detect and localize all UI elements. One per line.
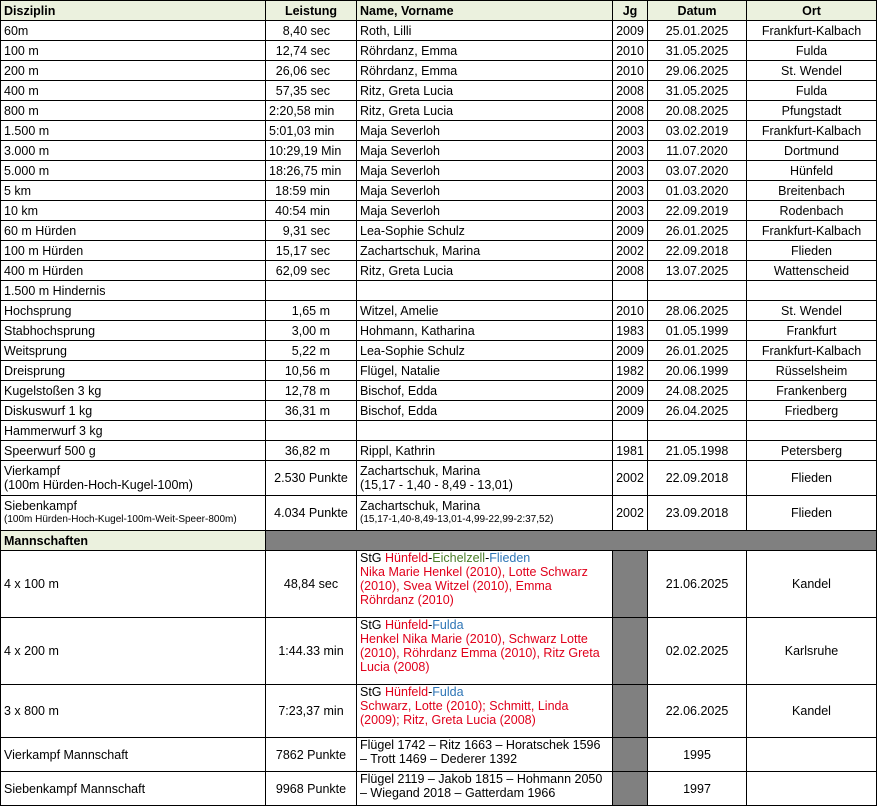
record-row	[1, 281, 877, 301]
record-datum: 26.04.2025	[648, 401, 747, 421]
record-row	[1, 181, 877, 201]
vierkampf-ort: Flieden	[747, 461, 877, 496]
record-row	[1, 341, 877, 361]
record-leistung: 18:26,75 min	[266, 161, 357, 181]
record-row	[1, 201, 877, 221]
record-leistung: 26,06 sec	[266, 61, 357, 81]
record-disziplin: Dreisprung	[1, 361, 266, 381]
record-leistung: 15,17 sec	[266, 241, 357, 261]
record-name: Bischof, Edda	[357, 381, 613, 401]
record-ort: Hünfeld	[747, 161, 877, 181]
team-jg-blank	[613, 618, 648, 685]
siebenkampf-name: Zachartschuk, Marina (15,17-1,40-8,49-13,01-4,99-22,99-2:37,52)	[357, 496, 613, 531]
record-datum: 20.08.2025	[648, 101, 747, 121]
record-jg: 2003	[613, 121, 648, 141]
vierkampf-leistung: 2.530 Punkte	[266, 461, 357, 496]
record-jg: 2009	[613, 401, 648, 421]
vierkampf-jg: 2002	[613, 461, 648, 496]
team-ort: Kandel	[747, 551, 877, 618]
record-ort: Wattenscheid	[747, 261, 877, 281]
record-datum: 25.01.2025	[648, 21, 747, 41]
siebenkampf-mannschaft-disziplin: Siebenkampf Mannschaft	[1, 772, 266, 806]
record-name: Rippl, Kathrin	[357, 441, 613, 461]
record-jg: 1981	[613, 441, 648, 461]
record-row	[1, 301, 877, 321]
team-datum: 02.02.2025	[648, 618, 747, 685]
team-row-3x800	[1, 685, 877, 738]
record-ort: Dortmund	[747, 141, 877, 161]
record-datum	[648, 281, 747, 301]
record-name	[357, 421, 613, 441]
record-row	[1, 401, 877, 421]
record-disziplin: 1.500 m Hindernis	[1, 281, 266, 301]
header-ort: Ort	[747, 1, 877, 21]
team-ort: Karlsruhe	[747, 618, 877, 685]
record-row	[1, 121, 877, 141]
record-leistung: 12,78 m	[266, 381, 357, 401]
header-jg: Jg	[613, 1, 648, 21]
record-datum: 01.03.2020	[648, 181, 747, 201]
record-datum: 31.05.2025	[648, 41, 747, 61]
team-disziplin: 4 x 100 m	[1, 551, 266, 618]
record-jg: 2008	[613, 81, 648, 101]
siebenkampf-mannschaft-row	[1, 772, 877, 806]
team-disziplin: 4 x 200 m	[1, 618, 266, 685]
record-leistung	[266, 421, 357, 441]
record-jg	[613, 281, 648, 301]
record-name: Bischof, Edda	[357, 401, 613, 421]
record-disziplin: 100 m Hürden	[1, 241, 266, 261]
record-leistung: 12,74 sec	[266, 41, 357, 61]
team-disziplin: 3 x 800 m	[1, 685, 266, 738]
vierkampf-mannschaft-leistung: 7862 Punkte	[266, 738, 357, 772]
record-datum: 29.06.2025	[648, 61, 747, 81]
record-disziplin: 800 m	[1, 101, 266, 121]
record-name: Maja Severloh	[357, 121, 613, 141]
record-datum: 31.05.2025	[648, 81, 747, 101]
header-datum: Datum	[648, 1, 747, 21]
record-jg: 2010	[613, 301, 648, 321]
vierkampf-mannschaft-ort	[747, 738, 877, 772]
record-jg: 1982	[613, 361, 648, 381]
siebenkampf-leistung: 4.034 Punkte	[266, 496, 357, 531]
record-ort: Frankfurt	[747, 321, 877, 341]
record-datum: 03.02.2019	[648, 121, 747, 141]
record-leistung: 1,65 m	[266, 301, 357, 321]
record-disziplin: 400 m	[1, 81, 266, 101]
record-disziplin: 1.500 m	[1, 121, 266, 141]
record-ort	[747, 421, 877, 441]
record-disziplin: 5.000 m	[1, 161, 266, 181]
record-ort: Frankfurt-Kalbach	[747, 121, 877, 141]
record-row	[1, 161, 877, 181]
record-jg: 2009	[613, 381, 648, 401]
record-row	[1, 221, 877, 241]
siebenkampf-mannschaft-members: Flügel 2119 – Jakob 1815 – Hohmann 2050 – Wiegand 2018 – Gatterdam 1966	[357, 772, 613, 806]
vierkampf-mannschaft-disziplin: Vierkampf Mannschaft	[1, 738, 266, 772]
record-row	[1, 41, 877, 61]
record-jg: 2009	[613, 341, 648, 361]
record-datum: 22.09.2019	[648, 201, 747, 221]
record-leistung: 18:59 min	[266, 181, 357, 201]
record-jg: 2002	[613, 241, 648, 261]
team-jg-blank	[613, 551, 648, 618]
siebenkampf-datum: 23.09.2018	[648, 496, 747, 531]
record-leistung: 10,56 m	[266, 361, 357, 381]
record-disziplin: Speerwurf 500 g	[1, 441, 266, 461]
record-ort	[747, 281, 877, 301]
record-jg: 2010	[613, 61, 648, 81]
record-row	[1, 361, 877, 381]
record-ort: St. Wendel	[747, 61, 877, 81]
record-name: Röhrdanz, Emma	[357, 41, 613, 61]
record-datum: 11.07.2020	[648, 141, 747, 161]
record-datum: 21.05.1998	[648, 441, 747, 461]
team-ort: Kandel	[747, 685, 877, 738]
record-ort: Rodenbach	[747, 201, 877, 221]
record-leistung	[266, 281, 357, 301]
record-row	[1, 421, 877, 441]
siebenkampf-mannschaft-ort	[747, 772, 877, 806]
team-members: StG Hünfeld-Eichelzell-Flieden Nika Marie Henkel (2010), Lotte Schwarz (2010), Svea Witzel (2010), Emma Röhrdanz (2010)	[357, 551, 613, 618]
header-leistung: Leistung	[266, 1, 357, 21]
record-row	[1, 21, 877, 41]
siebenkampf-row	[1, 496, 877, 531]
record-row	[1, 141, 877, 161]
record-jg: 2009	[613, 221, 648, 241]
record-row	[1, 101, 877, 121]
record-disziplin: 3.000 m	[1, 141, 266, 161]
team-leistung: 48,84 sec	[266, 551, 357, 618]
record-name: Maja Severloh	[357, 161, 613, 181]
record-ort: Flieden	[747, 241, 877, 261]
record-name: Ritz, Greta Lucia	[357, 81, 613, 101]
record-disziplin: Hochsprung	[1, 301, 266, 321]
record-disziplin: 400 m Hürden	[1, 261, 266, 281]
record-row	[1, 381, 877, 401]
record-disziplin: Kugelstoßen 3 kg	[1, 381, 266, 401]
record-name: Hohmann, Katharina	[357, 321, 613, 341]
record-leistung: 57,35 sec	[266, 81, 357, 101]
record-row	[1, 261, 877, 281]
vierkampf-disziplin: Vierkampf (100m Hürden-Hoch-Kugel-100m)	[1, 461, 266, 496]
siebenkampf-disziplin: Siebenkampf (100m Hürden-Hoch-Kugel-100m-Weit-Speer-800m)	[1, 496, 266, 531]
record-datum: 26.01.2025	[648, 341, 747, 361]
record-row	[1, 81, 877, 101]
record-name: Roth, Lilli	[357, 21, 613, 41]
record-leistung: 2:20,58 min	[266, 101, 357, 121]
vierkampf-row	[1, 461, 877, 496]
record-name: Ritz, Greta Lucia	[357, 261, 613, 281]
team-row-4x100	[1, 551, 877, 618]
record-leistung: 5,22 m	[266, 341, 357, 361]
record-name: Maja Severloh	[357, 181, 613, 201]
record-datum: 03.07.2020	[648, 161, 747, 181]
record-ort: Fulda	[747, 81, 877, 101]
record-ort: Frankfurt-Kalbach	[747, 341, 877, 361]
header-disziplin: Disziplin	[1, 1, 266, 21]
record-jg: 2009	[613, 21, 648, 41]
record-name: Zachartschuk, Marina	[357, 241, 613, 261]
record-ort: Pfungstadt	[747, 101, 877, 121]
record-leistung: 10:29,19 Min	[266, 141, 357, 161]
record-datum: 26.01.2025	[648, 221, 747, 241]
record-name: Röhrdanz, Emma	[357, 61, 613, 81]
record-disziplin: 60 m Hürden	[1, 221, 266, 241]
mannschaften-header-fill	[266, 531, 877, 551]
record-ort: Petersberg	[747, 441, 877, 461]
team-datum: 21.06.2025	[648, 551, 747, 618]
record-jg: 2008	[613, 261, 648, 281]
record-datum: 20.06.1999	[648, 361, 747, 381]
team-leistung: 1:44.33 min	[266, 618, 357, 685]
vierkampf-mannschaft-datum: 1995	[648, 738, 747, 772]
record-datum: 24.08.2025	[648, 381, 747, 401]
record-datum: 28.06.2025	[648, 301, 747, 321]
record-leistung: 40:54 min	[266, 201, 357, 221]
record-name	[357, 281, 613, 301]
record-name: Witzel, Amelie	[357, 301, 613, 321]
record-disziplin: 200 m	[1, 61, 266, 81]
siebenkampf-mannschaft-datum: 1997	[648, 772, 747, 806]
vierkampf-name: Zachartschuk, Marina (15,17 - 1,40 - 8,49 - 13,01)	[357, 461, 613, 496]
record-ort: Friedberg	[747, 401, 877, 421]
record-row	[1, 321, 877, 341]
record-row	[1, 441, 877, 461]
header-name: Name, Vorname	[357, 1, 613, 21]
vierkampf-mannschaft-members: Flügel 1742 – Ritz 1663 – Horatschek 1596 – Trott 1469 – Dederer 1392	[357, 738, 613, 772]
record-jg: 2003	[613, 201, 648, 221]
record-name: Maja Severloh	[357, 201, 613, 221]
record-datum: 22.09.2018	[648, 241, 747, 261]
team-jg-blank	[613, 685, 648, 738]
team-members: StG Hünfeld-Fulda Henkel Nika Marie (2010), Schwarz Lotte (2010), Röhrdanz Emma (2010), Ritz Greta Lucia (2008)	[357, 618, 613, 685]
record-ort: St. Wendel	[747, 301, 877, 321]
record-name: Lea-Sophie Schulz	[357, 341, 613, 361]
record-ort: Fulda	[747, 41, 877, 61]
record-disziplin: Stabhochsprung	[1, 321, 266, 341]
record-jg: 1983	[613, 321, 648, 341]
record-name: Flügel, Natalie	[357, 361, 613, 381]
team-leistung: 7:23,37 min	[266, 685, 357, 738]
siebenkampf-ort: Flieden	[747, 496, 877, 531]
siebenkampf-mannschaft-leistung: 9968 Punkte	[266, 772, 357, 806]
record-disziplin: Weitsprung	[1, 341, 266, 361]
vierkampf-mannschaft-jg-blank	[613, 738, 648, 772]
team-datum: 22.06.2025	[648, 685, 747, 738]
record-jg	[613, 421, 648, 441]
record-name: Lea-Sophie Schulz	[357, 221, 613, 241]
record-ort: Frankfurt-Kalbach	[747, 21, 877, 41]
record-disziplin: 60m	[1, 21, 266, 41]
record-ort: Frankfurt-Kalbach	[747, 221, 877, 241]
record-name: Maja Severloh	[357, 141, 613, 161]
record-disziplin: 100 m	[1, 41, 266, 61]
vierkampf-datum: 22.09.2018	[648, 461, 747, 496]
record-leistung: 8,40 sec	[266, 21, 357, 41]
record-datum	[648, 421, 747, 441]
team-row-4x200	[1, 618, 877, 685]
record-row	[1, 61, 877, 81]
record-disziplin: Hammerwurf 3 kg	[1, 421, 266, 441]
record-leistung: 36,82 m	[266, 441, 357, 461]
record-jg: 2010	[613, 41, 648, 61]
mannschaften-header-row	[1, 531, 877, 551]
mannschaften-label: Mannschaften	[1, 531, 266, 551]
record-name: Ritz, Greta Lucia	[357, 101, 613, 121]
record-jg: 2008	[613, 101, 648, 121]
record-disziplin: 5 km	[1, 181, 266, 201]
siebenkampf-mannschaft-jg-blank	[613, 772, 648, 806]
record-leistung: 36,31 m	[266, 401, 357, 421]
record-disziplin: Diskuswurf 1 kg	[1, 401, 266, 421]
record-datum: 01.05.1999	[648, 321, 747, 341]
record-ort: Breitenbach	[747, 181, 877, 201]
record-jg: 2003	[613, 141, 648, 161]
vierkampf-mannschaft-row	[1, 738, 877, 772]
record-row	[1, 241, 877, 261]
header-row	[1, 1, 877, 21]
record-jg: 2003	[613, 161, 648, 181]
record-datum: 13.07.2025	[648, 261, 747, 281]
record-ort: Rüsselsheim	[747, 361, 877, 381]
record-leistung: 3,00 m	[266, 321, 357, 341]
record-disziplin: 10 km	[1, 201, 266, 221]
record-leistung: 5:01,03 min	[266, 121, 357, 141]
team-members: StG Hünfeld-Fulda Schwarz, Lotte (2010); Schmitt, Linda (2009); Ritz, Greta Lucia (2008)	[357, 685, 613, 738]
record-leistung: 62,09 sec	[266, 261, 357, 281]
siebenkampf-jg: 2002	[613, 496, 648, 531]
record-jg: 2003	[613, 181, 648, 201]
record-leistung: 9,31 sec	[266, 221, 357, 241]
record-ort: Frankenberg	[747, 381, 877, 401]
